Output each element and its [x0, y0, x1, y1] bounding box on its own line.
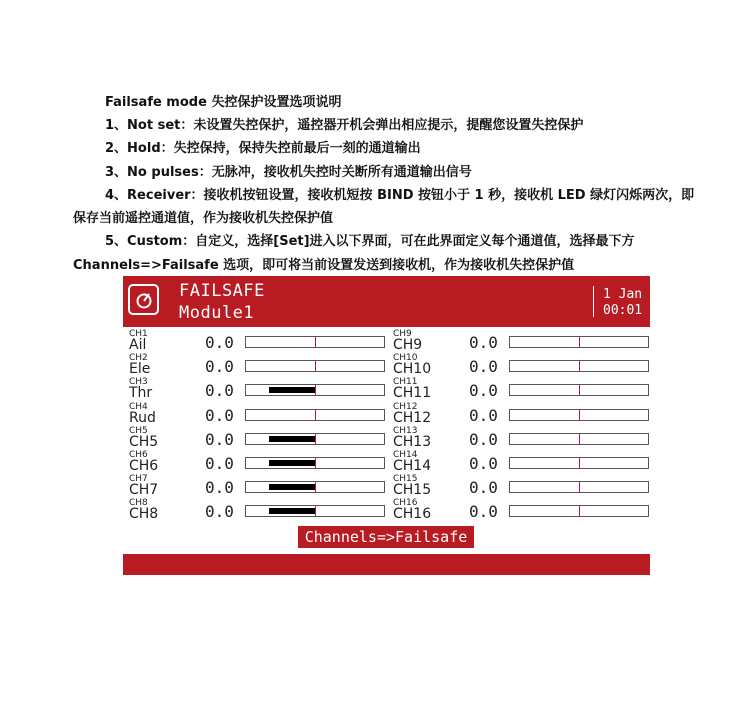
channel-number: CH11 — [393, 377, 418, 388]
channel-name: CH9 — [393, 337, 423, 353]
channel-bar — [245, 481, 385, 493]
bar-center-mark — [315, 458, 316, 468]
channel-number: CH16 — [393, 498, 418, 509]
bar-center-mark — [315, 361, 316, 371]
channel-value[interactable]: 0.0 — [205, 357, 234, 377]
channel-bar — [245, 384, 385, 396]
channel-value[interactable]: 0.0 — [469, 381, 498, 401]
channel-value[interactable]: 0.0 — [469, 405, 498, 425]
channel-number: CH13 — [393, 425, 418, 436]
channel-bar — [509, 505, 649, 517]
channel-value[interactable]: 0.0 — [205, 478, 234, 498]
channel-bar — [509, 384, 649, 396]
channel-name: CH8 — [129, 506, 159, 523]
doc-item-custom: 5、Custom：自定义，选择[Set]进入以下界面，可在此界面定义每个通道值，选择最下方 — [105, 234, 635, 249]
channel-value[interactable]: 0.0 — [205, 429, 234, 449]
channel-row[interactable] — [393, 427, 650, 451]
bar-center-mark — [579, 482, 580, 492]
channel-number: CH12 — [393, 401, 418, 412]
channel-value[interactable]: 0.0 — [205, 454, 234, 473]
channel-bar — [245, 360, 385, 372]
channel-value[interactable]: 0.0 — [469, 502, 498, 522]
doc-item-receiver: 4、Receiver：接收机按钮设置，接收机短按 BIND 按钮小于 1 秒，接收机 LED 绿灯闪烁两次，即 — [105, 188, 695, 203]
channel-name: CH14 — [393, 458, 432, 474]
channel-row[interactable] — [393, 403, 650, 427]
channel-number: CH3 — [129, 377, 148, 388]
bar-center-mark — [315, 410, 316, 420]
channel-value[interactable]: 0.0 — [205, 405, 234, 425]
radio-screen — [123, 276, 650, 575]
channel-row[interactable] — [393, 378, 650, 402]
time-display: 00:01 — [603, 303, 643, 318]
bar-center-mark — [315, 434, 316, 444]
channel-number: CH4 — [129, 401, 148, 412]
page-subtitle: Module1 — [179, 303, 255, 323]
channel-value[interactable]: 0.0 — [469, 478, 498, 498]
channel-number: CH5 — [129, 425, 148, 436]
channel-row[interactable] — [129, 403, 389, 427]
channel-name: CH6 — [129, 458, 159, 474]
bar-fill — [269, 484, 315, 490]
channel-row[interactable] — [129, 499, 389, 523]
date-display: 1 Jan — [603, 287, 643, 302]
bottom-bar — [123, 554, 650, 575]
channel-number: CH9 — [393, 329, 412, 339]
channel-row[interactable] — [393, 330, 650, 354]
channel-name: CH5 — [129, 433, 159, 450]
gauge-icon[interactable] — [128, 284, 159, 315]
channel-name: CH12 — [393, 409, 432, 426]
channel-number: CH14 — [393, 450, 418, 460]
channel-row[interactable] — [393, 475, 650, 499]
channel-bar — [509, 481, 649, 493]
channel-row[interactable] — [129, 378, 389, 402]
channel-name: CH13 — [393, 433, 432, 450]
channel-bar — [509, 360, 649, 372]
channel-number: CH6 — [129, 450, 148, 460]
channel-value[interactable]: 0.0 — [469, 357, 498, 377]
channel-number: CH1 — [129, 329, 148, 339]
bar-fill — [269, 460, 315, 466]
bar-center-mark — [315, 482, 316, 492]
channel-number: CH2 — [129, 353, 148, 364]
bar-center-mark — [315, 385, 316, 395]
bar-center-mark — [579, 434, 580, 444]
channel-row[interactable] — [129, 451, 389, 475]
channel-row[interactable] — [393, 354, 650, 378]
channel-name: CH15 — [393, 482, 432, 499]
channel-bar — [245, 433, 385, 445]
channel-bar — [245, 336, 385, 348]
bar-fill — [269, 508, 315, 514]
channel-name: Ail — [129, 337, 147, 353]
channel-value[interactable]: 0.0 — [469, 429, 498, 449]
channel-row[interactable] — [129, 330, 389, 354]
channel-number: CH7 — [129, 474, 148, 485]
channel-bar — [245, 409, 385, 421]
page-title: FAILSAFE — [179, 281, 265, 301]
bar-fill — [269, 436, 315, 442]
channel-name: CH11 — [393, 385, 432, 402]
doc-heading: Failsafe mode 失控保护设置选项说明 — [105, 95, 342, 110]
channel-name: Thr — [129, 385, 153, 402]
bar-center-mark — [579, 458, 580, 468]
doc-item-custom-cont: Channels=>Failsafe 选项，即可将当前设置发送到接收机，作为接收机失控保护值 — [73, 258, 575, 273]
channel-value[interactable]: 0.0 — [469, 333, 498, 352]
channel-row[interactable] — [129, 475, 389, 499]
bar-fill — [269, 387, 315, 393]
channel-number: CH8 — [129, 498, 148, 509]
channel-bar — [509, 433, 649, 445]
channel-number: CH10 — [393, 353, 418, 364]
channel-row[interactable] — [393, 499, 650, 523]
channel-bar — [509, 409, 649, 421]
channel-value[interactable]: 0.0 — [205, 381, 234, 401]
doc-item-not-set: 1、Not set：未设置失控保护，遥控器开机会弹出相应提示，提醒您设置失控保护 — [105, 118, 584, 133]
channel-bar — [245, 505, 385, 517]
channels-failsafe-button[interactable]: Channels=>Failsafe — [298, 526, 474, 548]
channel-name: CH10 — [393, 361, 432, 378]
title-bar — [123, 276, 650, 327]
channel-row[interactable] — [393, 451, 650, 475]
channel-value[interactable]: 0.0 — [469, 454, 498, 473]
channel-row[interactable] — [129, 354, 389, 378]
doc-item-hold: 2、Hold：失控保持，保持失控前最后一刻的通道输出 — [105, 141, 421, 156]
channel-value[interactable]: 0.0 — [205, 502, 234, 522]
channel-bar — [509, 457, 649, 469]
bar-center-mark — [315, 337, 316, 347]
channel-bar — [509, 336, 649, 348]
channel-value[interactable]: 0.0 — [205, 333, 234, 352]
bar-center-mark — [579, 410, 580, 420]
bar-center-mark — [579, 506, 580, 516]
channel-bar — [245, 457, 385, 469]
channel-name: Ele — [129, 361, 151, 378]
doc-item-receiver-cont: 保存当前遥控通道值，作为接收机失控保护值 — [73, 211, 334, 226]
channel-row[interactable] — [129, 427, 389, 451]
channel-number: CH15 — [393, 474, 418, 485]
channel-name: CH16 — [393, 506, 432, 523]
bar-center-mark — [315, 506, 316, 516]
title-divider — [593, 286, 594, 317]
channel-name: CH7 — [129, 482, 159, 499]
bar-center-mark — [579, 385, 580, 395]
channel-name: Rud — [129, 409, 156, 426]
bar-center-mark — [579, 361, 580, 371]
bar-center-mark — [579, 337, 580, 347]
doc-item-no-pulses: 3、No pulses：无脉冲，接收机失控时关断所有通道输出信号 — [105, 165, 472, 180]
